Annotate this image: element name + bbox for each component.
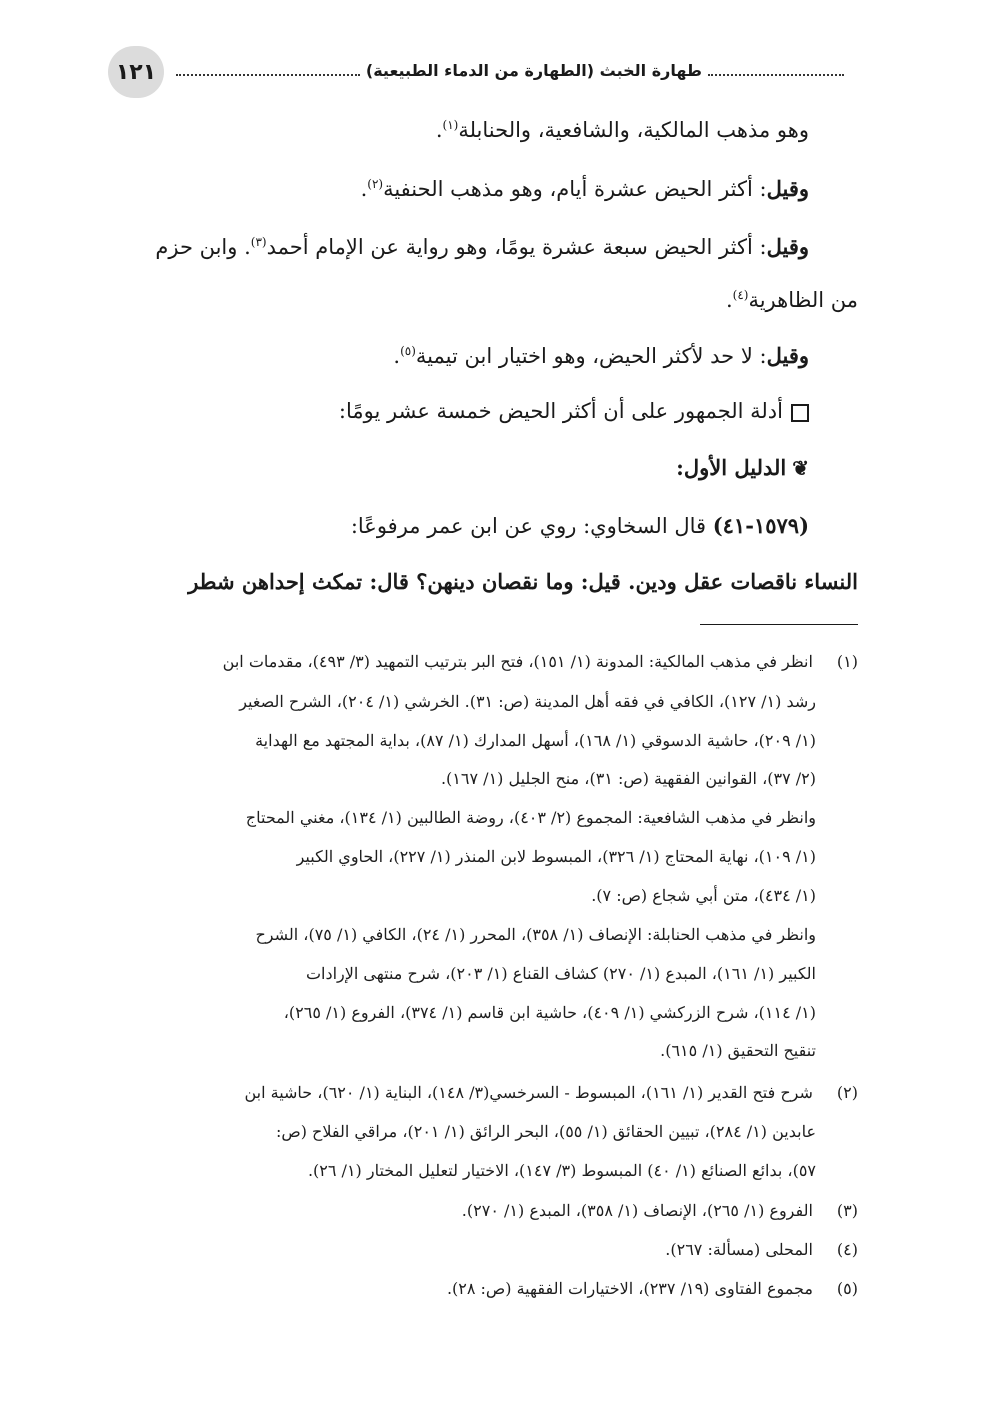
- checkbox-square-icon: [791, 404, 809, 422]
- footnote-ref: (٥): [400, 344, 416, 358]
- footnote-number: (٥): [836, 1279, 858, 1298]
- body-line-9: [0, 567, 1004, 597]
- footnote-2-line: [0, 1159, 1004, 1183]
- footnote-text: (١/ ٢٠٩)، حاشية الدسوقي (١/ ١٦٨)، أسهل المدارك (١/ ٨٧)، بداية المجتهد مع الهداية: [255, 731, 816, 750]
- body-text: : لا حد لأكثر الحيض، وهو اختيار ابن تيمية: [415, 344, 767, 368]
- footnote-text: انظر في مذهب المالكية: المدونة (١/ ١٥١)، فتح البر بترتيب التمهيد (٣/ ٤٩٣)، مقدمات ابن: [222, 652, 813, 671]
- opinion-label: وقيل: [766, 234, 809, 259]
- body-line-7: [0, 453, 1004, 483]
- footnote-text: رشد (١/ ١٢٧)، الكافي في فقه أهل المدينة (ص: ٣١). الخرشي (١/ ٢٠٤)، الشرح الصغير: [239, 692, 816, 711]
- footnote-number: (١): [836, 652, 858, 671]
- body-text: .: [435, 118, 443, 142]
- body-text: من الظاهرية: [748, 288, 858, 312]
- running-title: طهارة الخبث (الطهارة من الدماء الطبيعية): [365, 60, 702, 80]
- footnote-text: الكبير (١/ ١٦١)، المبدع (١/ ٢٧٠) كشاف القناع (١/ ٢٠٣)، شرح منتهى الإرادات: [305, 964, 816, 983]
- body-text: وهو مذهب المالكية، والشافعية، والحنابلة: [458, 118, 809, 142]
- body-line-3: [0, 232, 1004, 262]
- footnote-ref: (٣): [250, 235, 267, 249]
- body-text: . وابن حزم: [155, 235, 251, 259]
- footnote-text: وانظر في مذهب الشافعية: المجموع (٢/ ٤٠٣)، روضة الطالبين (١/ ١٣٤)، مغني المحتاج: [245, 808, 816, 827]
- footnote-ref: (٤): [732, 288, 749, 302]
- footnote-4: [0, 1238, 1004, 1262]
- body-line-6: [0, 396, 1004, 426]
- header-dot-leader: [176, 64, 360, 76]
- footnote-1: [0, 650, 1004, 674]
- body-text: قال السخاوي: روي عن ابن عمر مرفوعًا:: [350, 514, 713, 538]
- footnote-1-line: [0, 845, 1004, 869]
- body-line-4: [0, 285, 1004, 315]
- body-line-1: [0, 115, 1004, 145]
- body-text: : أكثر الحيض سبعة عشرة يومًا، وهو رواية عن الإمام أحمد: [266, 235, 767, 259]
- footnote-3: [0, 1199, 1004, 1223]
- footnote-1-line: [0, 1039, 1004, 1063]
- body-text: : أكثر الحيض عشرة أيام، وهو مذهب الحنفية: [383, 177, 767, 201]
- footnote-2-line: [0, 1120, 1004, 1144]
- footnote-number: (٣): [836, 1201, 858, 1220]
- page-number: ١٢١: [115, 59, 157, 85]
- footnote-text: الفروع (١/ ٢٦٥)، الإنصاف (١/ ٣٥٨)، المبدع (١/ ٢٧٠).: [461, 1201, 813, 1220]
- hadith-number: (١٥٧٩-٤١): [712, 513, 809, 538]
- footnote-text: (٢/ ٣٧)، القوانين الفقهية (ص: ٣١)، منح الجليل (١/ ١٦٧).: [440, 769, 816, 788]
- footnote-1-line: [0, 690, 1004, 714]
- footnote-number: (٢): [836, 1083, 858, 1102]
- footnote-1-line: [0, 729, 1004, 753]
- body-line-2: [0, 174, 1004, 204]
- footnote-ref: (١): [442, 118, 459, 132]
- footnote-text: (١/ ١١٤)، شرح الزركشي (١/ ٤٠٩)، حاشية ابن قاسم (١/ ٣٧٤)، الفروع (١/ ٢٦٥)،: [283, 1003, 816, 1022]
- footnote-text: المحلى (مسألة: ٢٦٧).: [665, 1240, 813, 1259]
- opinion-label: وقيل: [766, 343, 809, 368]
- footnote-text: (١/ ١٠٩)، نهاية المحتاج (١/ ٣٢٦)، المبسوط لابن المنذر (١/ ٢٢٧)، الحاوي الكبير: [296, 847, 816, 866]
- header-dot-leader: [708, 64, 844, 76]
- footnote-text: عابدين (١/ ٢٨٤)، تبيين الحقائق (١/ ٥٥)، البحر الرائق (١/ ٢٠١)، مراقي الفلاح (ص:: [275, 1122, 816, 1141]
- running-header: [176, 60, 844, 80]
- leaf-ornament-icon: ❦: [792, 456, 809, 480]
- footnote-1-line: [0, 884, 1004, 908]
- footnote-text: تنقيح التحقيق (١/ ٦١٥).: [660, 1041, 816, 1060]
- footnote-1-line: [0, 767, 1004, 791]
- footnote-text: شرح فتح القدير (١/ ١٦١)، المبسوط - السرخسي(٣/ ١٤٨)، البناية (١/ ٦٢٠)، حاشية ابن: [244, 1083, 813, 1102]
- footnote-number: (٤): [836, 1240, 858, 1259]
- footnote-5: [0, 1277, 1004, 1301]
- body-text: .: [360, 177, 368, 201]
- body-line-5: [0, 341, 1004, 371]
- footnote-1-line: [0, 962, 1004, 986]
- opinion-label: وقيل: [766, 176, 809, 201]
- body-text: .: [725, 288, 733, 312]
- section-heading: أدلة الجمهور على أن أكثر الحيض خمسة عشر يومًا:: [338, 399, 783, 423]
- page-number-badge: [108, 46, 164, 98]
- footnote-text: مجموع الفتاوى (١٩/ ٢٣٧)، الاختيارات الفقهية (ص: ٢٨).: [446, 1279, 813, 1298]
- footnote-text: ٥٧)، بدائع الصنائع (١/ ٤٠) المبسوط (٣/ ١٤٧)، الاختيار لتعليل المختار (١/ ٢٦).: [307, 1161, 816, 1180]
- evidence-heading: الدليل الأول:: [676, 455, 787, 480]
- footnote-text: وانظر في مذهب الحنابلة: الإنصاف (١/ ٣٥٨)، المحرر (١/ ٢٤)، الكافي (١/ ٧٥)، الشرح: [255, 925, 816, 944]
- footnote-separator: [700, 624, 858, 625]
- hadith-text: النساء ناقصات عقل ودين. قيل: وما نقصان دينهن؟ قال: تمكث إحداهن شطر: [188, 569, 858, 594]
- body-text: .: [393, 344, 401, 368]
- footnote-text: (١/ ٤٣٤)، متن أبي شجاع (ص: ٧).: [591, 886, 816, 905]
- footnote-ref: (٢): [367, 177, 384, 191]
- footnote-1-line: [0, 806, 1004, 830]
- footnote-1-line: [0, 923, 1004, 947]
- body-line-8: [0, 511, 1004, 541]
- footnote-2: [0, 1081, 1004, 1105]
- footnote-1-line: [0, 1001, 1004, 1025]
